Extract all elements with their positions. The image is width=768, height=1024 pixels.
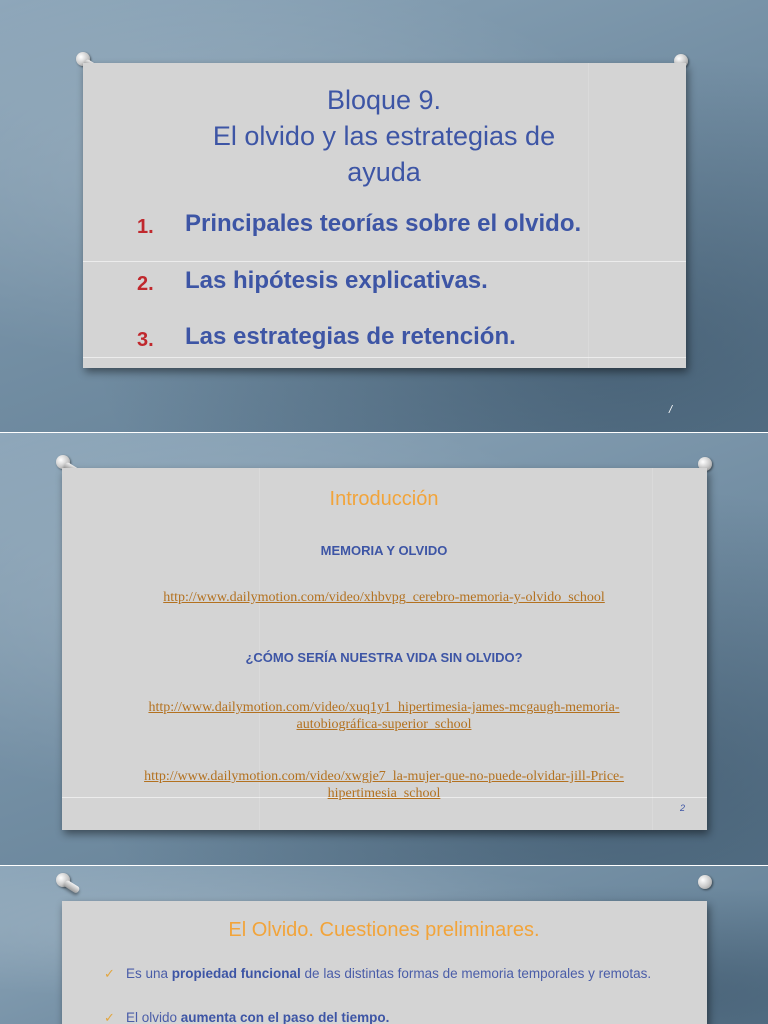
link-line[interactable]: hipertimesia_school xyxy=(327,786,441,801)
title-line-3: ayuda xyxy=(347,157,421,187)
bullet-text: Es una propiedad funcional de las distintas formas de memoria temporales y remotas. xyxy=(126,966,652,981)
list-item xyxy=(137,210,657,244)
page-number: / xyxy=(669,404,673,416)
list-number: 3. xyxy=(137,329,154,351)
pushpin-icon xyxy=(56,873,82,891)
list-number: 1. xyxy=(137,216,154,238)
link-line[interactable]: http://www.dailymotion.com/video/xwgje7_la-mujer-que-no-puede-olvidar-jill-Price- xyxy=(144,769,624,784)
checkmark-icon: ✓ xyxy=(104,966,115,981)
bullet-item xyxy=(104,965,693,982)
slide-1 xyxy=(0,0,768,432)
subheading: MEMORIA Y OLVIDO xyxy=(320,543,448,558)
subheading: ¿CÓMO SERÍA NUESTRA VIDA SIN OLVIDO? xyxy=(245,650,523,665)
video-link[interactable] xyxy=(0,699,768,733)
section-heading: El Olvido. Cuestiones preliminares. xyxy=(228,919,540,941)
list-text: Principales teorías sobre el olvido. xyxy=(185,210,582,237)
checkmark-icon: ✓ xyxy=(104,1010,115,1024)
slide-1-title xyxy=(0,82,768,190)
pushpin-icon xyxy=(690,875,716,893)
list-text: Las estrategias de retención. xyxy=(185,323,516,350)
bullet-item xyxy=(104,1009,693,1024)
section-heading: Introducción xyxy=(329,488,439,510)
slide-2 xyxy=(0,433,768,865)
slide-3 xyxy=(0,866,768,1024)
video-link[interactable]: http://www.dailymotion.com/video/xhbvpg_cerebro-memoria-y-olvido_school xyxy=(163,590,605,605)
video-link[interactable] xyxy=(0,768,768,802)
page-number: 2 xyxy=(680,803,686,813)
list-number: 2. xyxy=(137,273,154,295)
title-line-2: El olvido y las estrategias de xyxy=(212,121,556,151)
link-line[interactable]: autobiográfica-superior_school xyxy=(296,717,472,732)
bullet-text: El olvido aumenta con el paso del tiempo. xyxy=(126,1010,390,1024)
list-item xyxy=(137,267,657,301)
link-line[interactable]: http://www.dailymotion.com/video/xuq1y1_hipertimesia-james-mcgaugh-memoria- xyxy=(148,700,620,715)
list-text: Las hipótesis explicativas. xyxy=(185,267,488,294)
title-line-1: Bloque 9. xyxy=(326,85,442,115)
list-item xyxy=(137,323,657,357)
